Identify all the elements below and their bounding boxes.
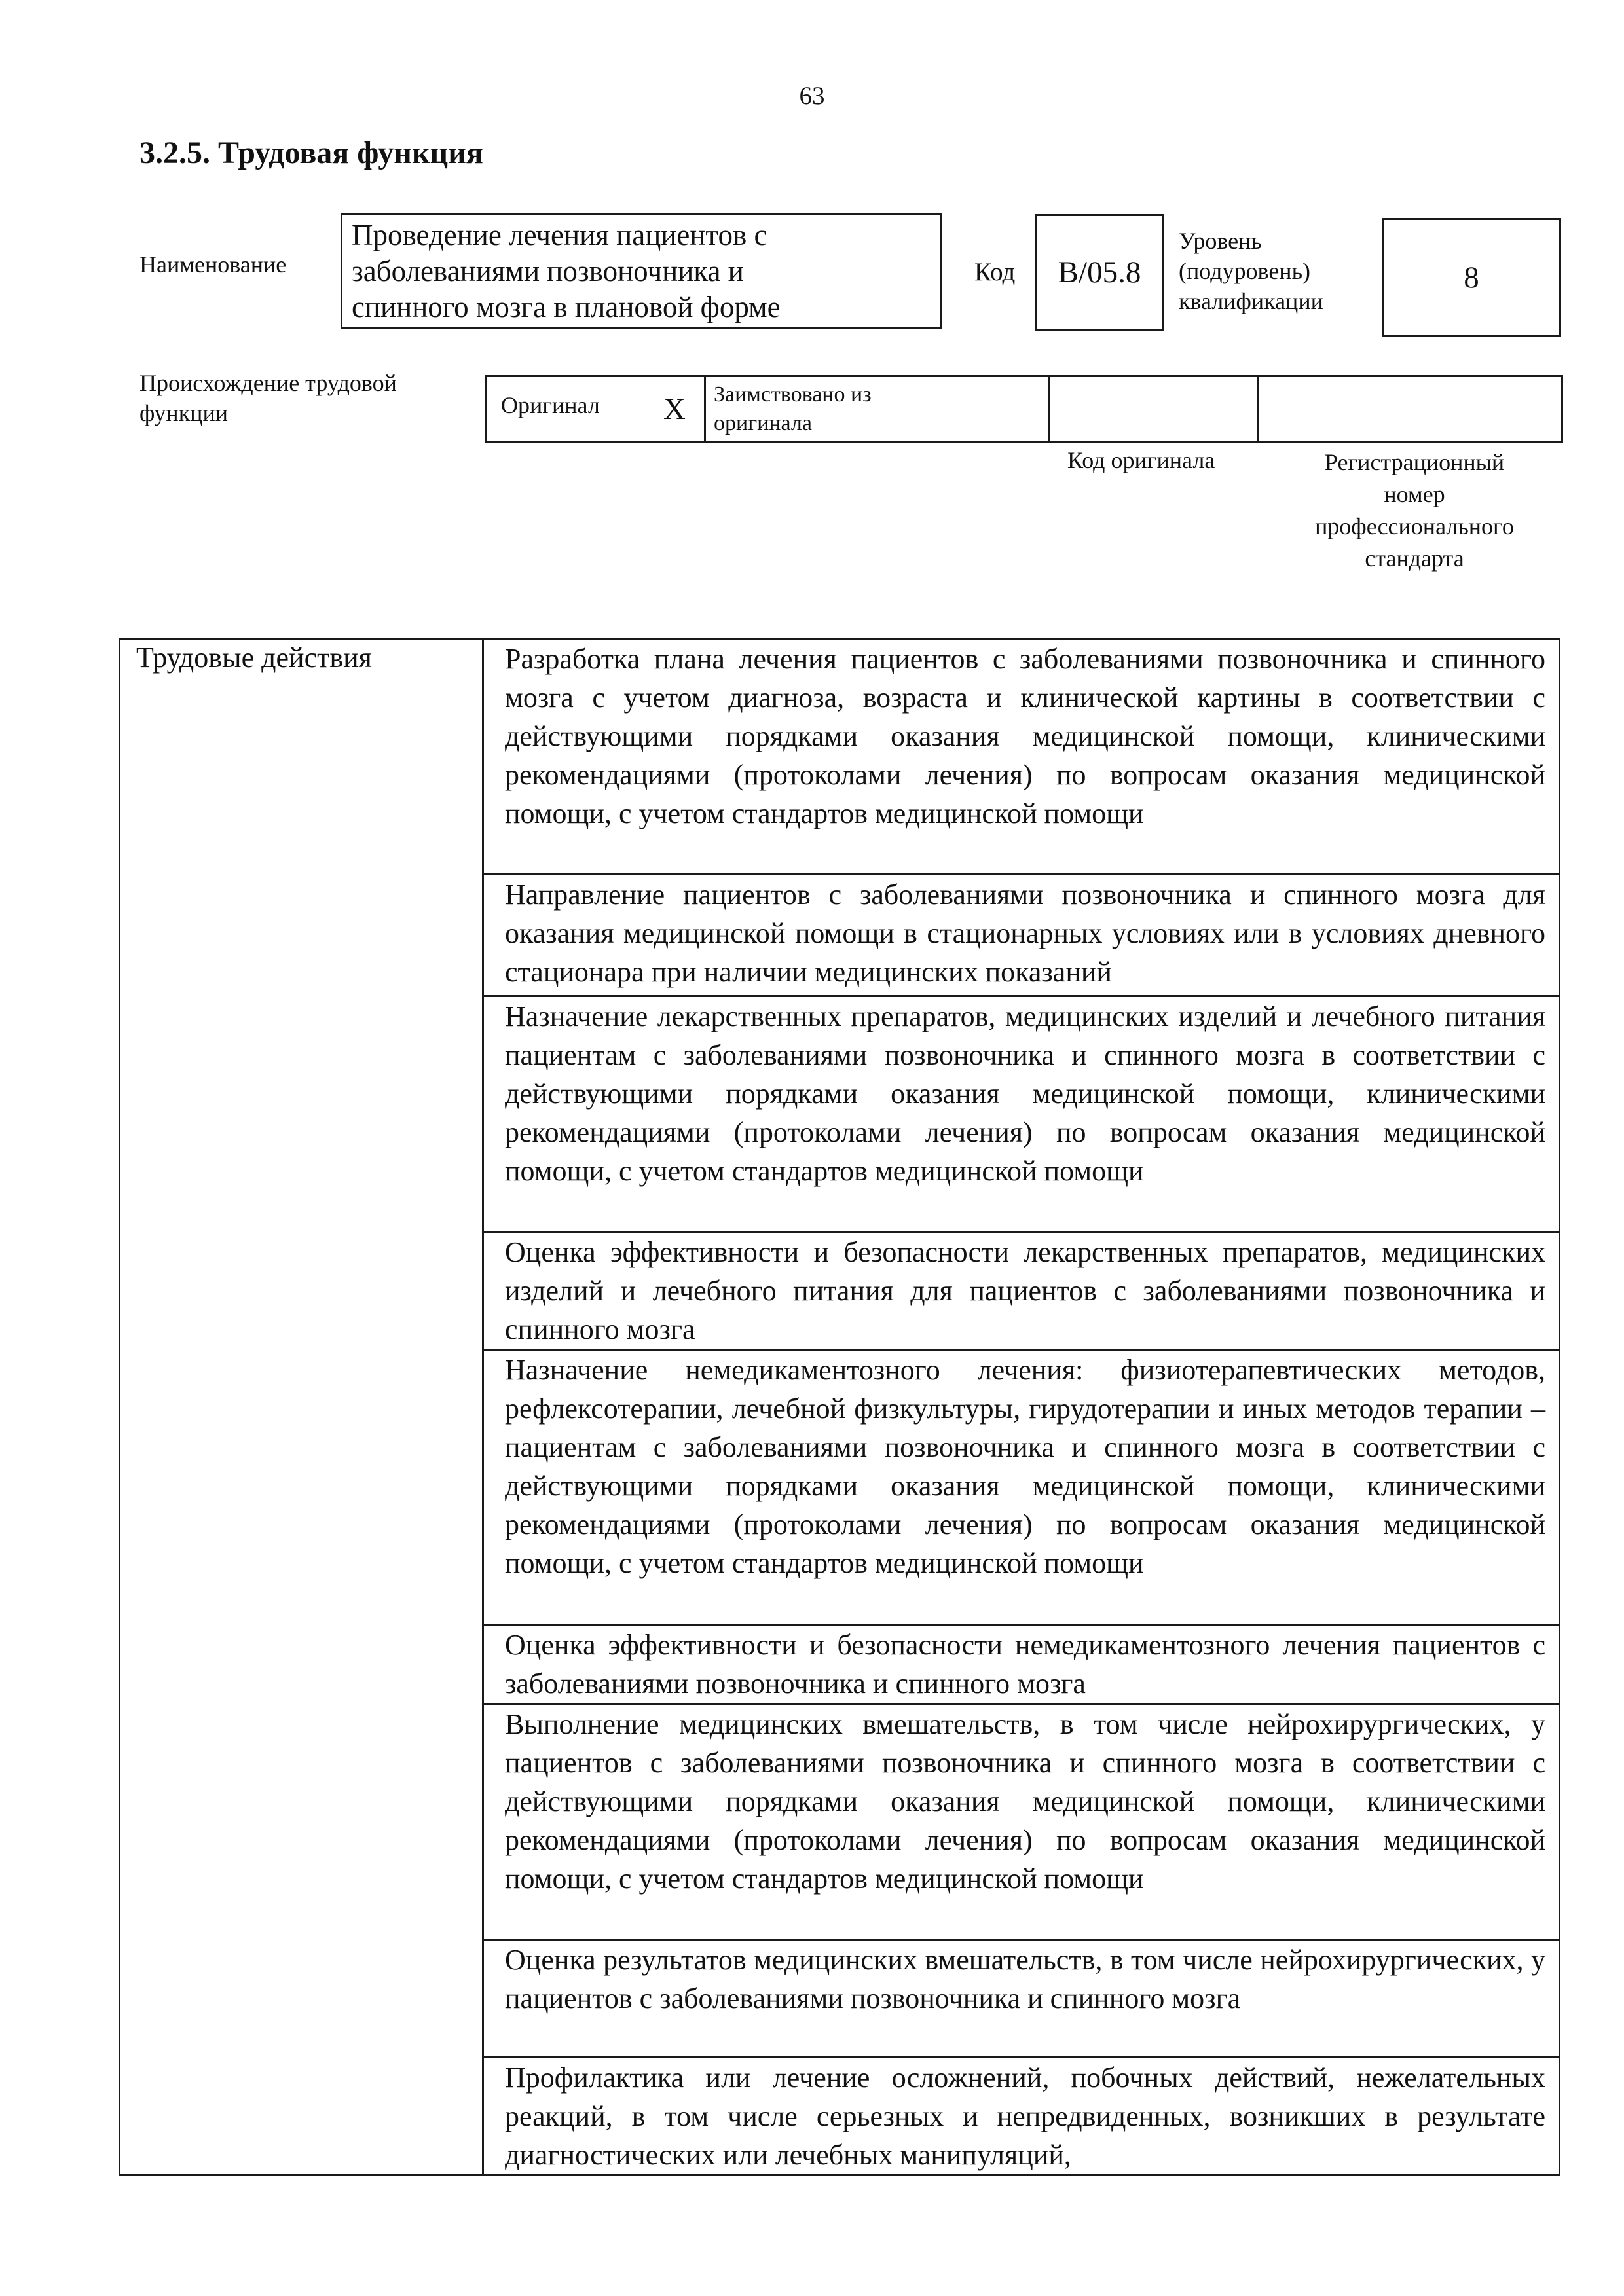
borrowed-label-line: оригинала [714, 411, 812, 435]
level-label-line: квалификации [1179, 288, 1323, 314]
origin-label-line: функции [139, 400, 228, 426]
borrowed-cell [705, 376, 1049, 443]
code-value: B/05.8 [1035, 214, 1164, 331]
reg-number-cell [1259, 376, 1562, 443]
original-code-cell [1049, 376, 1259, 443]
borrowed-label-line: Заимствовано из [714, 382, 872, 407]
origin-table [485, 375, 1563, 443]
page-number: 63 [799, 82, 825, 110]
level-label-line: Уровень [1179, 228, 1262, 254]
original-label: Оригинал [501, 392, 600, 418]
labor-action-item: Выполнение медицинских вмешательств, в том числе нейрохирургических, у пациентов с заболеваниями позвоночника и спинного мозга в соответствии с действующими порядками оказания медицинской помощи, клиническими рекомендациями (протоколами лечения) по вопросам оказания медицинской помощи, с учетом стандартов медицинской помощи [483, 1704, 1560, 1940]
labor-action-item: Оценка эффективности и безопасности лекарственных препаратов, медицинских изделий и лечебного питания для пациентов с заболеваниями позвоночника и спинного мозга [483, 1232, 1560, 1350]
code-label: Код [974, 258, 1016, 286]
reg-caption-line: профессионального [1315, 513, 1514, 539]
reg-caption-line: стандарта [1365, 545, 1464, 572]
function-name-line: Проведение лечения пациентов с [352, 219, 767, 251]
labor-action-item: Оценка эффективности и безопасности немедикаментозного лечения пациентов с заболеваниями позвоночника и спинного мозга [483, 1625, 1560, 1704]
qualification-level-label [1179, 226, 1323, 316]
labor-actions-table [119, 638, 1560, 2176]
section-title: 3.2.5. Трудовая функция [139, 136, 483, 170]
reg-caption-line: номер [1384, 481, 1445, 507]
origin-label [139, 368, 397, 428]
original-code-caption: Код оригинала [1067, 447, 1215, 473]
labor-action-item: Профилактика или лечение осложнений, побочных действий, нежелательных реакций, в том числе серьезных и непредвиденных, возникших в результате диагностических или лечебных манипуляций, [483, 2058, 1560, 2176]
reg-number-caption [1290, 446, 1539, 575]
labor-action-item: Назначение немедикаментозного лечения: физиотерапевтических методов, рефлексотерапии, лечебной физкультуры, гирудотерапии и иных методов терапии – пациентам с заболеваниями позвоночника и спинного мозга в соответствии с действующими порядками оказания медицинской помощи, клиническими рекомендациями (протоколами лечения) по вопросам оказания медицинской помощи, с учетом стандартов медицинской помощи [483, 1350, 1560, 1625]
labor-action-item: Направление пациентов с заболеваниями позвоночника и спинного мозга для оказания медицинской помощи в стационарных условиях или в условиях дневного стационара при наличии медицинских показаний [483, 875, 1560, 996]
original-mark: X [663, 392, 686, 426]
function-name-box [341, 213, 942, 329]
original-cell [486, 376, 705, 443]
origin-label-line: Происхождение трудовой [139, 370, 397, 396]
labor-action-item: Назначение лекарственных препаратов, медицинских изделий и лечебного питания пациентам с заболеваниями позвоночника и спинного мозга в соответствии с действующими порядками оказания медицинской помощи, клиническими рекомендациями (протоколами лечения) по вопросам оказания медицинской помощи, с учетом стандартов медицинской помощи [483, 996, 1560, 1232]
function-name-line: спинного мозга в плановой форме [352, 291, 781, 323]
labor-actions-label: Трудовые действия [120, 639, 483, 2176]
function-name-line: заболеваниями позвоночника и [352, 255, 744, 287]
labor-action-item: Оценка результатов медицинских вмешательств, в том числе нейрохирургических, у пациентов с заболеваниями позвоночника и спинного мозга [483, 1940, 1560, 2058]
qualification-level-value: 8 [1382, 218, 1561, 337]
name-label: Наименование [139, 251, 287, 278]
level-label-line: (подуровень) [1179, 258, 1310, 284]
reg-caption-line: Регистрационный [1324, 449, 1505, 475]
labor-action-item: Разработка плана лечения пациентов с заболеваниями позвоночника и спинного мозга с учетом диагноза, возраста и клинической картины в соответствии с действующими порядками оказания медицинской помощи, клиническими рекомендациями (протоколами лечения) по вопросам оказания медицинской помощи, с учетом стандартов медицинской помощи [483, 639, 1560, 875]
